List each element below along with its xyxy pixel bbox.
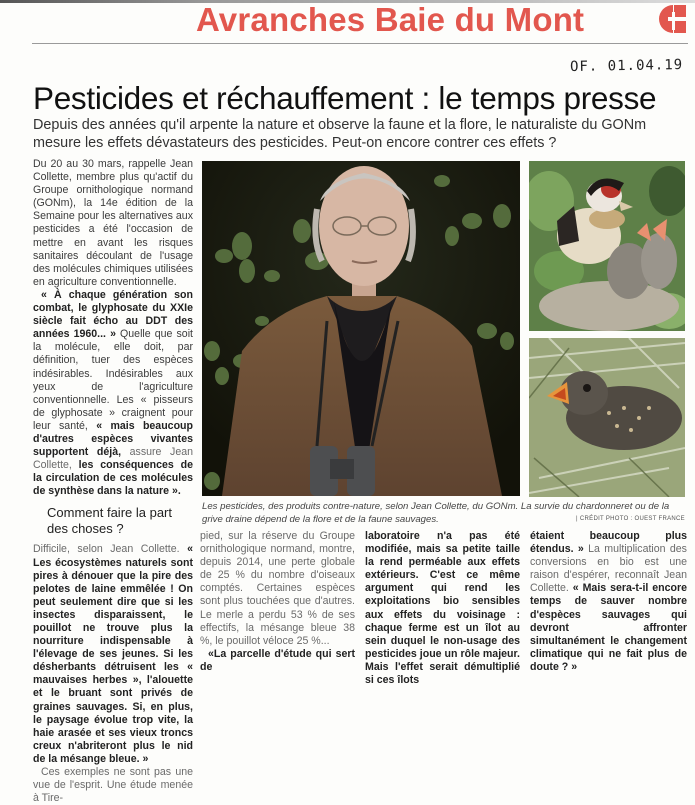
quote-text: laboratoire n'a pas été modifiée, mais sa petite taille la rend perméable aux effets extérieurs. C'est ce même argument qui rend les exploitations bio sensibles aux effets du voisinage : chaque ferme est un îlot au sein duquel le non-usage des pesticides joue un rôle majeur. Mais l'effet serait démultiplié si ces îlots bbox=[365, 530, 520, 687]
photo-jean-collette bbox=[202, 161, 520, 496]
ouest-france-logo-icon bbox=[659, 4, 687, 34]
paragraph: Du 20 au 30 mars, rappelle Jean Collette, membre plus qu'actif du Groupe ornithologique normand (GONm), la 14e édition de la Semaine pour les alternatives aux pesticides a été l'occasion de mettre en avant les risques sanitaires découlant de l'usage des molécules chimiques utilisées en agriculture conventionnelle. bbox=[33, 158, 193, 288]
handwritten-date: OF. 01.04.19 bbox=[569, 57, 684, 75]
photo-goldfinch-nest bbox=[529, 161, 685, 331]
paragraph: pied, sur la réserve du Groupe ornithologique normand, montre, depuis 2014, une perte globale de 25 % du nombre d'oiseaux comptés. Certaines espèces sont plus touchées que d'autres. Le merle a perdu 53 % de ses effectifs, la mésange bleue 38 %, le pouillot véloce 25 %... bbox=[200, 530, 355, 647]
quote-text: «La parcelle d'étude qui sert de bbox=[200, 647, 355, 673]
photo-credit: | CRÉDIT PHOTO : OUEST FRANCE bbox=[576, 516, 685, 522]
subheading: Comment faire la part des choses ? bbox=[47, 505, 172, 536]
quote-text: les conséquences de la circulation de ces molécules de synthèse dans la nature ». bbox=[33, 459, 193, 498]
attribution-text: Difficile, selon Jean Collette. bbox=[33, 543, 180, 556]
section-title: Avranches Baie du Mont bbox=[196, 1, 585, 38]
article-column-1 bbox=[33, 158, 193, 805]
quote-text: « mais beaucoup d'autres espèces vivantes supportent déjà, bbox=[33, 419, 193, 459]
quote-text: étaient beaucoup plus étendus. » bbox=[530, 530, 687, 556]
article-column-4 bbox=[530, 530, 687, 674]
paragraph bbox=[33, 289, 193, 499]
attribution-text: assure Jean Collette, bbox=[33, 446, 194, 472]
standfirst: Depuis des années qu'il arpente la nature et observe la faune et la flore, le naturaliste du GONm mesure les effets dévastateurs des pesticides. Peut-on encore contrer ces effets ? bbox=[33, 117, 647, 151]
photo-caption: Les pesticides, des produits contre-nature, selon Jean Collette, du GONm. La survie du chardonneret ou de la grive draine dépend de la flore et de la faune sauvages. bbox=[202, 501, 670, 525]
quote-text: « À chaque génération son combat, le glyphosate du XXIe siècle fait écho au DDT des années 1960... » bbox=[33, 288, 193, 341]
paragraph bbox=[530, 530, 687, 674]
paragraph bbox=[33, 543, 193, 766]
photo-mistle-thrush-fledgling bbox=[529, 338, 685, 497]
body-text: Quelle que soit la molécule, elle doit, par définition, tuer des espèces indésirables. Indésirables aux yeux de l'agriculture conventionnelle. Les « pisseurs de glyphosate » craignent pour leur santé, bbox=[33, 328, 193, 432]
paragraph: Ces exemples ne sont pas une vue de l'esprit. Une étude menée à Tire- bbox=[33, 766, 193, 805]
quote-text: « Les écosystèmes naturels sont pires à dénouer que la pire des pelotes de laine emmêlée ! On peut seulement dire que si les insectes disparaissent, le pouillot ne trouve plus la nourriture indispensable à l'élevage de ses jeunes. Si les désherbants détruisent les « mauvaises herbes », l'alouette et le bruant sont privés de graines sauvages. Si, en plus, le paysage évolue trop vite, la haie arasée et ses vieux troncs creux n'abriteront plus le nid de la mésange bleue. » bbox=[33, 543, 193, 765]
attribution-text: La multiplication des conversions en bio est une raison d'espérer, reconnaît Jean Collette. bbox=[530, 543, 687, 595]
article-column-2 bbox=[200, 530, 355, 674]
header-divider bbox=[32, 43, 688, 44]
section-header bbox=[196, 0, 584, 40]
headline: Pesticides et réchauffement : le temps presse bbox=[33, 80, 657, 116]
article-column-3 bbox=[365, 530, 520, 687]
quote-text: « Mais sera-t-il encore temps de sauver nombre d'espèces sauvages qui devront affronter simultanément le changement climatique qui ne fait plus de doute ? » bbox=[530, 582, 687, 673]
